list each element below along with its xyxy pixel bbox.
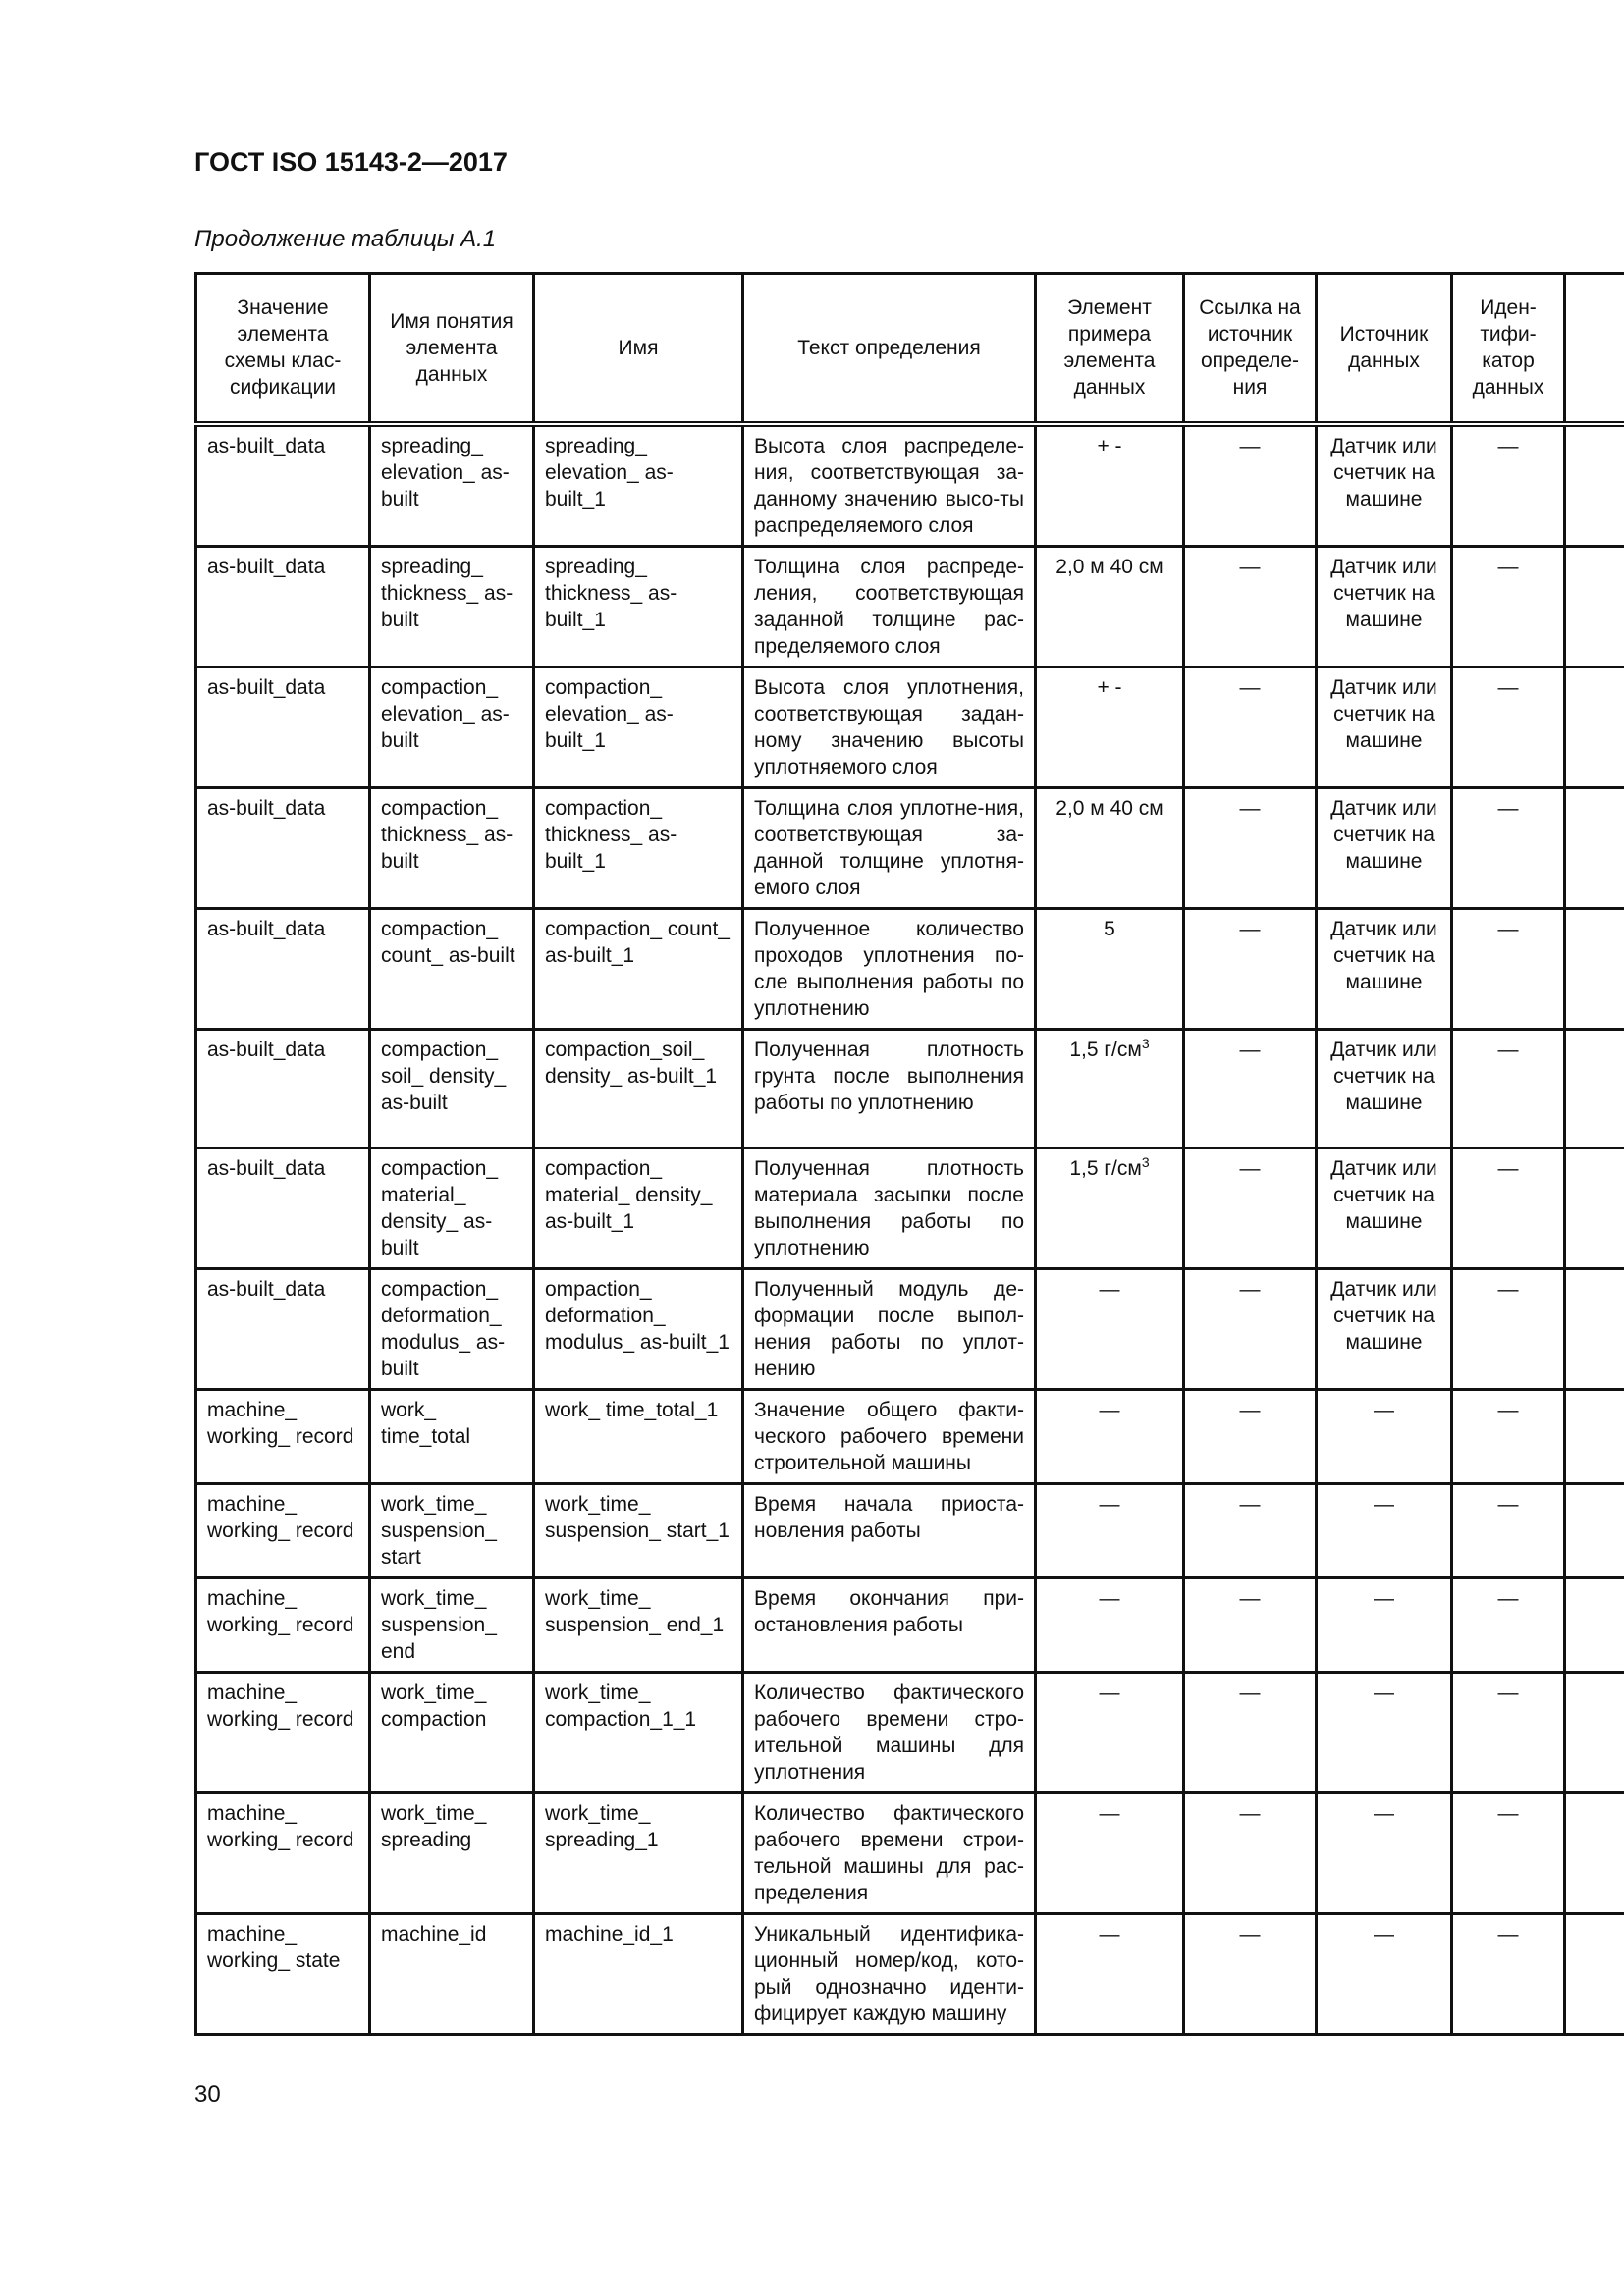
table-cell [743, 1148, 1036, 1268]
cell-text: compaction_ count_ as-built_1 [545, 917, 730, 967]
cell-text: — [1239, 1801, 1261, 1825]
cell-text: Высота слоя распределе-ния, соответствующая за-данному значению высо-ты распределяемого слоя [754, 434, 1024, 537]
cell-text: — [1497, 1922, 1519, 1946]
table-cell [743, 1268, 1036, 1389]
table-cell [1452, 1389, 1565, 1483]
cell-text: 2,0 м 40 см [1056, 796, 1164, 820]
cell-text: Время начала приоста-новления работы [754, 1492, 1024, 1542]
table-cell [196, 1389, 370, 1483]
table-cell [196, 908, 370, 1029]
table-cell [370, 908, 534, 1029]
cell-text: — [1374, 1922, 1394, 1946]
table-cell [743, 546, 1036, 667]
table-cell [1184, 1389, 1317, 1483]
table-cell [370, 1913, 534, 2034]
cell-text: — [1239, 1681, 1261, 1704]
table-cell-empty [1565, 1029, 1624, 1148]
table-cell [1452, 1913, 1565, 2034]
cell-text: — [1239, 1586, 1261, 1610]
table-cell [1184, 1792, 1317, 1913]
cell-text: — [1099, 1586, 1120, 1610]
table-cell [1036, 787, 1184, 908]
cell-text: compaction_ thickness_ as-built_1 [545, 796, 677, 873]
cell-text: — [1374, 1801, 1394, 1825]
cell-text: — [1239, 1492, 1261, 1516]
table-cell [1036, 1792, 1184, 1913]
column-header: Источник данных [1317, 274, 1452, 424]
table-cell [743, 424, 1036, 547]
table-row [196, 1672, 1624, 1792]
cell-text: — [1099, 1922, 1120, 1946]
table-cell [534, 1913, 743, 2034]
table-cell [534, 787, 743, 908]
table-caption: Продолжение таблицы А.1 [194, 226, 497, 252]
cell-text: work_time_ compaction [381, 1681, 487, 1731]
column-header: Элемент примера элемента данных [1036, 274, 1184, 424]
cell-text: 1,5 г/см [1069, 1038, 1142, 1061]
table-cell [1317, 424, 1452, 547]
cell-text: machine_ working_ record [207, 1492, 354, 1542]
cell-text: compaction_ elevation_ as-built [381, 675, 510, 752]
cell-text: Толщина слоя уплотне-ния, соответствующая за-данной толщине уплотня-емого слоя [754, 796, 1024, 899]
cell-text: — [1099, 1801, 1120, 1825]
table-cell [1317, 1483, 1452, 1577]
table-cell [534, 1672, 743, 1792]
table-cell [534, 908, 743, 1029]
superscript: 3 [1141, 1153, 1150, 1170]
cell-text: — [1099, 1492, 1120, 1516]
cell-text: work_time_ suspension_ start [381, 1492, 497, 1569]
table-cell [370, 1577, 534, 1672]
table-cell [370, 1148, 534, 1268]
cell-text: Датчик или счетчик на машине [1330, 796, 1437, 873]
table-cell [1036, 1913, 1184, 2034]
cell-text: as-built_data [207, 796, 326, 820]
cell-text: 5 [1104, 917, 1115, 940]
table-cell [743, 1389, 1036, 1483]
cell-text: 1,5 г/см [1069, 1156, 1142, 1180]
table-cell [1452, 1577, 1565, 1672]
table-cell [1317, 1792, 1452, 1913]
cell-text: compaction_ deformation_ modulus_ as-built [381, 1277, 506, 1380]
cell-text: compaction_ elevation_ as-built_1 [545, 675, 674, 752]
cell-text: Датчик или счетчик на машине [1330, 675, 1437, 752]
cell-text: compaction_ soil_ density_ as-built [381, 1038, 507, 1114]
cell-text: — [1239, 1398, 1261, 1421]
cell-text: — [1239, 1277, 1261, 1301]
cell-text: compaction_ count_ as-built [381, 917, 515, 967]
cell-text: — [1239, 434, 1261, 457]
cell-text: Уникальный идентифика-ционный номер/код, кото-рый однозначно иденти-фицирует каждую машину [754, 1922, 1024, 2025]
cell-text: — [1239, 917, 1261, 940]
cell-text: — [1497, 1681, 1519, 1704]
cell-text: work_time_ spreading [381, 1801, 487, 1851]
table-header-row [196, 274, 1624, 424]
cell-text: spreading_ thickness_ as-built [381, 555, 514, 631]
table-cell [534, 1577, 743, 1672]
table-cell [1184, 1148, 1317, 1268]
cell-text: — [1239, 675, 1261, 699]
cell-text: machine_id_1 [545, 1922, 674, 1946]
table-cell-empty [1565, 424, 1624, 547]
table-cell [1184, 1268, 1317, 1389]
table-cell [196, 787, 370, 908]
cell-text: Толщина слоя распреде-ления, соответствующая заданной толщине рас-пределяемого слоя [754, 555, 1024, 658]
cell-text: — [1497, 1156, 1519, 1180]
cell-text: Датчик или счетчик на машине [1330, 555, 1437, 631]
table-cell-empty [1565, 1913, 1624, 2034]
table-cell [370, 787, 534, 908]
table-cell [1036, 908, 1184, 1029]
table-cell [1452, 787, 1565, 908]
table-cell [534, 667, 743, 787]
cell-text: — [1374, 1586, 1394, 1610]
table-cell [1317, 1913, 1452, 2034]
table-cell [1452, 1148, 1565, 1268]
table-cell [196, 1577, 370, 1672]
table-cell [196, 424, 370, 547]
table-cell [196, 1148, 370, 1268]
cell-text: Высота слоя уплотнения, соответствующая задан-ному значению высоты уплотняемого слоя [754, 675, 1024, 778]
cell-text: compaction_ material_ density_ as-built [381, 1156, 499, 1259]
column-header [1565, 274, 1624, 424]
table-cell [370, 1268, 534, 1389]
cell-text: work_time_ suspension_ end_1 [545, 1586, 725, 1636]
table-cell [196, 1268, 370, 1389]
cell-text: — [1239, 1922, 1261, 1946]
table-cell [1036, 424, 1184, 547]
table-cell [196, 1029, 370, 1148]
cell-text: — [1239, 1038, 1261, 1061]
table-row [196, 1148, 1624, 1268]
column-header: Текст определения [743, 274, 1036, 424]
cell-text: — [1099, 1398, 1120, 1421]
table-cell [1036, 1268, 1184, 1389]
table-cell [1036, 1483, 1184, 1577]
cell-text: Датчик или счетчик на машине [1330, 1277, 1437, 1354]
table-cell [370, 546, 534, 667]
column-header: Имя понятия элемента данных [370, 274, 534, 424]
table-cell [1317, 546, 1452, 667]
table-row [196, 787, 1624, 908]
table-cell [196, 1672, 370, 1792]
table-cell [1184, 1483, 1317, 1577]
superscript: 3 [1141, 1035, 1150, 1051]
table-cell [370, 667, 534, 787]
table-cell [534, 1268, 743, 1389]
table-cell-empty [1565, 546, 1624, 667]
cell-text: — [1497, 555, 1519, 578]
table-cell [1452, 1268, 1565, 1389]
cell-text: — [1099, 1681, 1120, 1704]
table-cell [370, 1792, 534, 1913]
table-row [196, 1029, 1624, 1148]
cell-text: + - [1097, 434, 1122, 457]
cell-text: compaction_ material_ density_ as-built_1 [545, 1156, 713, 1233]
table-cell [196, 546, 370, 667]
cell-text: — [1239, 1156, 1261, 1180]
table-cell [534, 546, 743, 667]
cell-text: — [1497, 1398, 1519, 1421]
table-row [196, 908, 1624, 1029]
table-cell [1452, 667, 1565, 787]
table-cell [743, 787, 1036, 908]
table-cell [534, 1792, 743, 1913]
table-cell-empty [1565, 1389, 1624, 1483]
cell-text: as-built_data [207, 1038, 326, 1061]
table-cell [1036, 667, 1184, 787]
cell-text: as-built_data [207, 555, 326, 578]
page-number: 30 [194, 2081, 221, 2108]
cell-text: work_time_ spreading_1 [545, 1801, 659, 1851]
cell-text: — [1497, 1038, 1519, 1061]
table-cell [1317, 1577, 1452, 1672]
cell-text: — [1497, 1277, 1519, 1301]
table-cell [370, 1029, 534, 1148]
table-row [196, 1389, 1624, 1483]
table-cell [743, 1483, 1036, 1577]
table-cell-empty [1565, 1148, 1624, 1268]
cell-text: Полученное количество проходов уплотнения по-сле выполнения работы по уплотнению [754, 917, 1024, 1020]
cell-text: machine_id [381, 1922, 487, 1946]
cell-text: machine_ working_ record [207, 1586, 354, 1636]
table-cell-empty [1565, 1792, 1624, 1913]
table-cell [370, 424, 534, 547]
table-cell [1317, 908, 1452, 1029]
cell-text: — [1239, 555, 1261, 578]
cell-text: Полученная плотность грунта после выполнения работы по уплотнению [754, 1038, 1024, 1114]
table-row [196, 546, 1624, 667]
cell-text: Количество фактического рабочего времени строи-тельной машины для рас-пределения [754, 1801, 1024, 1904]
cell-text: ompaction_ deformation_ modulus_ as-built_1 [545, 1277, 730, 1354]
table-cell [1317, 1268, 1452, 1389]
column-header: Имя [534, 274, 743, 424]
cell-text: machine_ working_ record [207, 1801, 354, 1851]
table-cell [743, 1029, 1036, 1148]
cell-text: Полученная плотность материала засыпки после выполнения работы по уплотнению [754, 1156, 1024, 1259]
table-cell-empty [1565, 1268, 1624, 1389]
table-row [196, 424, 1624, 547]
table-cell [1452, 1672, 1565, 1792]
table-cell [1184, 424, 1317, 547]
table-cell-empty [1565, 1483, 1624, 1577]
cell-text: work_ time_total [381, 1398, 471, 1448]
table-cell [196, 1792, 370, 1913]
cell-text: — [1497, 675, 1519, 699]
cell-text: Датчик или счетчик на машине [1330, 1156, 1437, 1233]
table-row [196, 667, 1624, 787]
column-header: Ссылка на источник определе-ния [1184, 274, 1317, 424]
table-cell [1184, 667, 1317, 787]
table-cell [1317, 1672, 1452, 1792]
table-cell [1036, 1389, 1184, 1483]
cell-text: — [1497, 917, 1519, 940]
table-cell [743, 1913, 1036, 2034]
cell-text: compaction_ thickness_ as-built [381, 796, 514, 873]
cell-text: — [1374, 1398, 1394, 1421]
table-cell [1036, 1672, 1184, 1792]
table-cell [1184, 1672, 1317, 1792]
cell-text: — [1374, 1681, 1394, 1704]
table-cell [743, 1792, 1036, 1913]
cell-text: spreading_ thickness_ as-built_1 [545, 555, 677, 631]
table-cell [1317, 1148, 1452, 1268]
table-cell [1184, 1913, 1317, 2034]
table-cell [743, 1577, 1036, 1672]
table-cell [1317, 667, 1452, 787]
table-cell [1184, 546, 1317, 667]
table-cell [1317, 1029, 1452, 1148]
table-cell [743, 908, 1036, 1029]
table-cell [1036, 546, 1184, 667]
table-cell [534, 1389, 743, 1483]
cell-text: 2,0 м 40 см [1056, 555, 1164, 578]
table-cell [1184, 1577, 1317, 1672]
cell-text: machine_ working_ state [207, 1922, 341, 1972]
column-header: Иден-тифи-катор данных [1452, 274, 1565, 424]
table-cell [370, 1389, 534, 1483]
table-cell [1452, 1792, 1565, 1913]
cell-text: — [1497, 1492, 1519, 1516]
table-cell [1184, 787, 1317, 908]
cell-text: work_ time_total_1 [545, 1398, 719, 1421]
cell-text: Датчик или счетчик на машине [1330, 1038, 1437, 1114]
table-cell [370, 1483, 534, 1577]
table-cell-empty [1565, 667, 1624, 787]
cell-text: spreading_ elevation_ as-built_1 [545, 434, 674, 510]
table-cell [1452, 908, 1565, 1029]
cell-text: as-built_data [207, 434, 326, 457]
cell-text: — [1497, 434, 1519, 457]
cell-text: — [1239, 796, 1261, 820]
cell-text: Датчик или счетчик на машине [1330, 434, 1437, 510]
table-row [196, 1792, 1624, 1913]
cell-text: Полученный модуль де-формации после выпол-нения работы по уплот-нению [754, 1277, 1024, 1380]
table-cell [1452, 546, 1565, 667]
table-cell [743, 667, 1036, 787]
column-header: Значение элемента схемы клас-сификации [196, 274, 370, 424]
table-cell [534, 1483, 743, 1577]
table-cell [1036, 1029, 1184, 1148]
table-cell [1452, 424, 1565, 547]
table-cell [196, 1483, 370, 1577]
document-title: ГОСТ ISO 15143-2—2017 [194, 147, 508, 177]
table-cell [1317, 787, 1452, 908]
table-row [196, 1577, 1624, 1672]
table-cell [196, 1913, 370, 2034]
cell-text: — [1497, 1801, 1519, 1825]
table-cell [534, 424, 743, 547]
cell-text: compaction_soil_ density_ as-built_1 [545, 1038, 718, 1088]
table-cell [1184, 1029, 1317, 1148]
cell-text: Значение общего факти-ческого рабочего времени строительной машины [754, 1398, 1024, 1474]
cell-text: Время окончания при-остановления работы [754, 1586, 1024, 1636]
table-cell-empty [1565, 1672, 1624, 1792]
cell-text: + - [1097, 675, 1122, 699]
cell-text: as-built_data [207, 1277, 326, 1301]
cell-text: machine_ working_ record [207, 1681, 354, 1731]
cell-text: — [1497, 1586, 1519, 1610]
cell-text: as-built_data [207, 1156, 326, 1180]
cell-text: work_time_ suspension_ end [381, 1586, 497, 1663]
table-cell [1036, 1148, 1184, 1268]
table-cell [370, 1672, 534, 1792]
cell-text: Датчик или счетчик на машине [1330, 917, 1437, 993]
table-cell [1184, 908, 1317, 1029]
cell-text: work_time_ suspension_ start_1 [545, 1492, 730, 1542]
cell-text: as-built_data [207, 917, 326, 940]
table-cell [1452, 1483, 1565, 1577]
table-cell [1317, 1389, 1452, 1483]
table-cell [534, 1029, 743, 1148]
table-cell [534, 1148, 743, 1268]
cell-text: — [1099, 1277, 1120, 1301]
cell-text: — [1374, 1492, 1394, 1516]
table-row [196, 1268, 1624, 1389]
table-row [196, 1913, 1624, 2034]
data-elements-table [194, 272, 1624, 2036]
cell-text: — [1497, 796, 1519, 820]
table-cell [196, 667, 370, 787]
table-cell [1452, 1029, 1565, 1148]
table-cell [1036, 1577, 1184, 1672]
table-cell-empty [1565, 1577, 1624, 1672]
cell-text: machine_ working_ record [207, 1398, 354, 1448]
cell-text: spreading_ elevation_ as-built [381, 434, 510, 510]
cell-text: as-built_data [207, 675, 326, 699]
cell-text: Количество фактического рабочего времени стро-ительной машины для уплотнения [754, 1681, 1024, 1784]
table-cell [743, 1672, 1036, 1792]
table-row [196, 1483, 1624, 1577]
cell-text: work_time_ compaction_1_1 [545, 1681, 697, 1731]
table-cell-empty [1565, 787, 1624, 908]
table-cell-empty [1565, 908, 1624, 1029]
